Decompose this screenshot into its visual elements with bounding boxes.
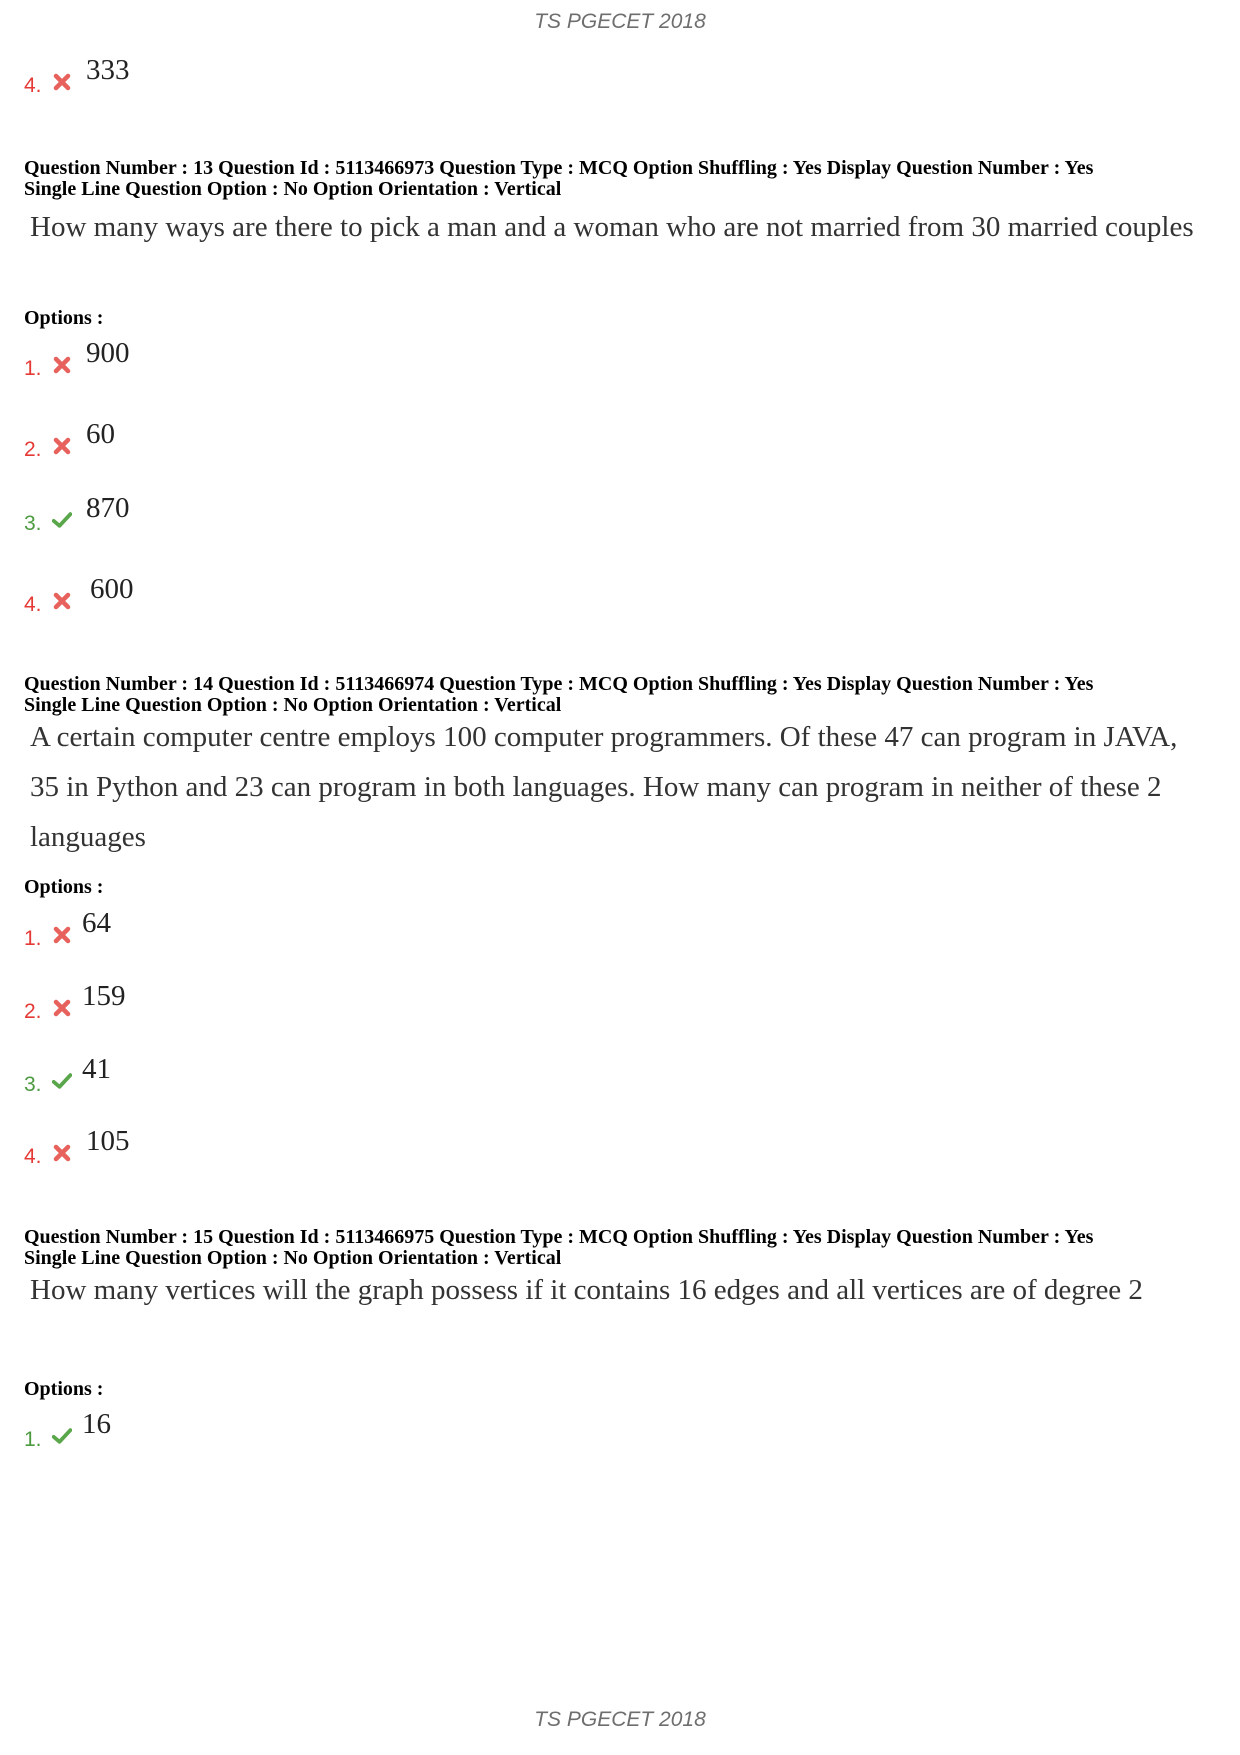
wrong-cross-icon <box>52 355 72 375</box>
wrong-cross-icon <box>52 436 72 456</box>
option-value: 333 <box>86 54 130 86</box>
question-text: A certain computer centre employs 100 computer programmers. Of these 47 can program in JAVA, 35 in Python and 23 can program in both languages. How many can program in neither of these 2 languages <box>30 721 1178 853</box>
option-value: 159 <box>82 980 126 1012</box>
option-number: 4. <box>24 74 42 97</box>
question-meta: Question Number : 15 Question Id : 5113466975 Question Type : MCQ Option Shuffling : Yes Display Question Number : Yes Single Line Question Option : No Option Orientation : Vertical <box>24 1226 1094 1269</box>
options-label: Options : <box>24 307 104 329</box>
options-label: Options : <box>24 1378 104 1400</box>
option-number: 4. <box>24 1145 42 1168</box>
correct-check-icon <box>52 1426 72 1446</box>
question-meta: Question Number : 14 Question Id : 5113466974 Question Type : MCQ Option Shuffling : Yes Display Question Number : Yes Single Line Question Option : No Option Orientation : Vertical <box>24 673 1094 716</box>
option-number: 3. <box>24 512 42 535</box>
page-footer: TS PGECET 2018 <box>534 1708 706 1731</box>
correct-check-icon <box>52 510 72 530</box>
wrong-cross-icon <box>52 1143 72 1163</box>
question-meta: Question Number : 13 Question Id : 5113466973 Question Type : MCQ Option Shuffling : Yes Display Question Number : Yes Single Line Question Option : No Option Orientation : Vertical <box>24 157 1094 200</box>
option-value: 41 <box>82 1053 111 1085</box>
question-text: How many ways are there to pick a man and a woman who are not married from 30 married couples <box>30 211 1194 243</box>
correct-check-icon <box>52 1071 72 1091</box>
option-number: 4. <box>24 593 42 616</box>
question-text: How many vertices will the graph possess if it contains 16 edges and all vertices are of degree 2 <box>30 1274 1143 1306</box>
option-number: 1. <box>24 927 42 950</box>
option-number: 2. <box>24 1000 42 1023</box>
wrong-cross-icon <box>52 925 72 945</box>
wrong-cross-icon <box>52 998 72 1018</box>
option-number: 3. <box>24 1073 42 1096</box>
options-label: Options : <box>24 876 104 898</box>
option-number: 2. <box>24 438 42 461</box>
wrong-cross-icon <box>52 591 72 611</box>
option-value: 105 <box>86 1125 130 1157</box>
option-number: 1. <box>24 357 42 380</box>
option-value: 60 <box>86 418 115 450</box>
option-value: 870 <box>86 492 130 524</box>
option-value: 900 <box>86 337 130 369</box>
option-value: 16 <box>82 1408 111 1440</box>
option-value: 64 <box>82 907 111 939</box>
wrong-cross-icon <box>52 72 72 92</box>
page-header: TS PGECET 2018 <box>534 10 706 33</box>
option-value: 600 <box>90 573 134 605</box>
option-number: 1. <box>24 1428 42 1451</box>
